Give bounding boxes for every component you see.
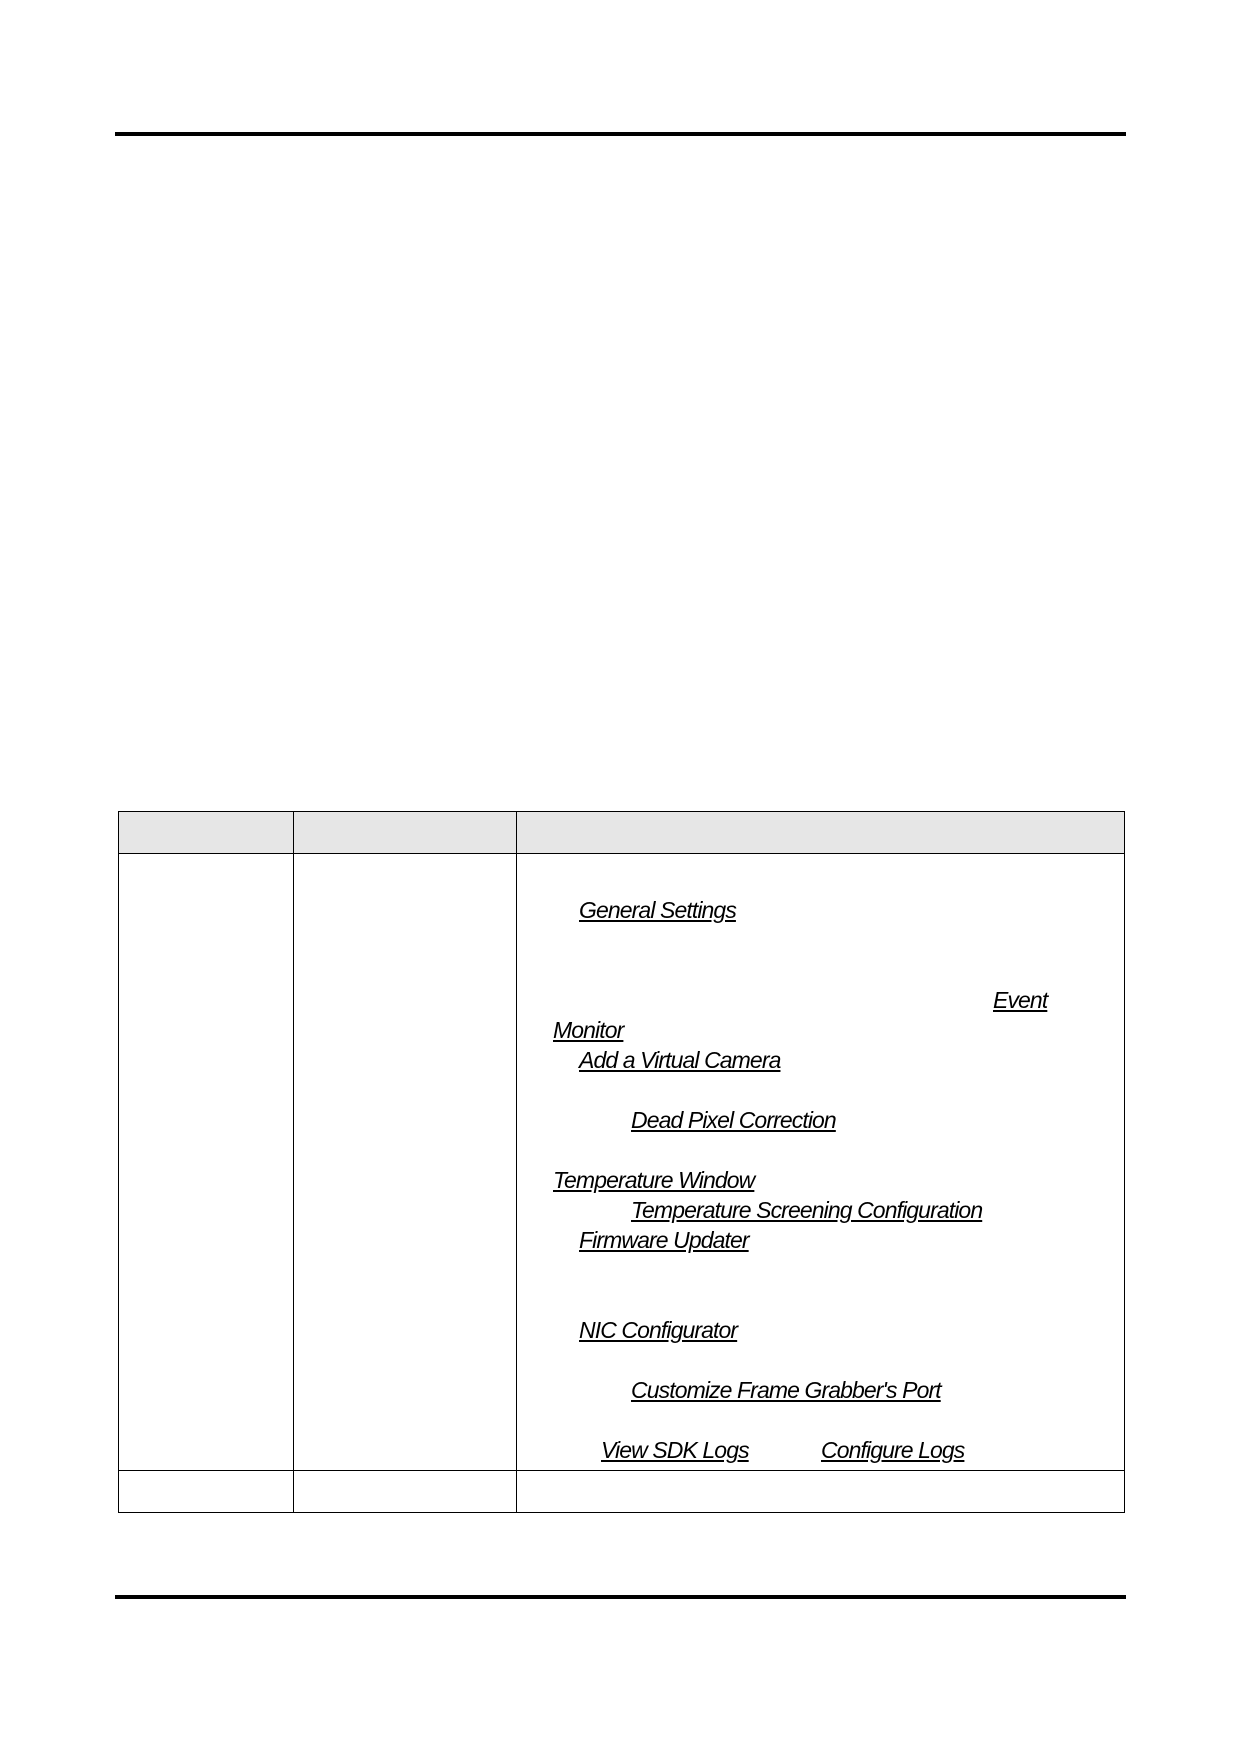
- table-cell: [119, 1471, 294, 1513]
- table-row: [119, 1471, 1125, 1513]
- link-temperature-window[interactable]: Temperature Window: [553, 1167, 755, 1193]
- table-header-row: [119, 812, 1125, 854]
- link-view-sdk-logs[interactable]: View SDK Logs: [601, 1437, 749, 1463]
- table-header-cell: [517, 812, 1125, 854]
- table-header-cell: [294, 812, 517, 854]
- table-header-cell: [119, 812, 294, 854]
- table-cell: [517, 1471, 1125, 1513]
- table-cell: [294, 1471, 517, 1513]
- link-monitor[interactable]: Monitor: [553, 1017, 624, 1043]
- link-nic-configurator[interactable]: NIC Configurator: [579, 1317, 738, 1343]
- footer-rule: [115, 1595, 1126, 1599]
- feature-table: [118, 811, 1125, 1513]
- link-general-settings[interactable]: General Settings: [579, 897, 736, 923]
- header-rule: [115, 132, 1126, 136]
- table-cell: [294, 854, 517, 1471]
- link-firmware-updater[interactable]: Firmware Updater: [579, 1227, 749, 1253]
- table-cell-links: [517, 854, 1125, 1471]
- table-row: [119, 854, 1125, 1471]
- table-cell: [119, 854, 294, 1471]
- link-dead-pixel-correction[interactable]: Dead Pixel Correction: [631, 1107, 836, 1133]
- link-configure-logs[interactable]: Configure Logs: [821, 1437, 965, 1463]
- link-event[interactable]: Event: [993, 987, 1048, 1013]
- link-add-virtual-camera[interactable]: Add a Virtual Camera: [579, 1047, 781, 1073]
- link-temperature-screening-configuration[interactable]: Temperature Screening Configuration: [631, 1197, 983, 1223]
- link-customize-frame-grabber-port[interactable]: Customize Frame Grabber's Port: [631, 1377, 941, 1403]
